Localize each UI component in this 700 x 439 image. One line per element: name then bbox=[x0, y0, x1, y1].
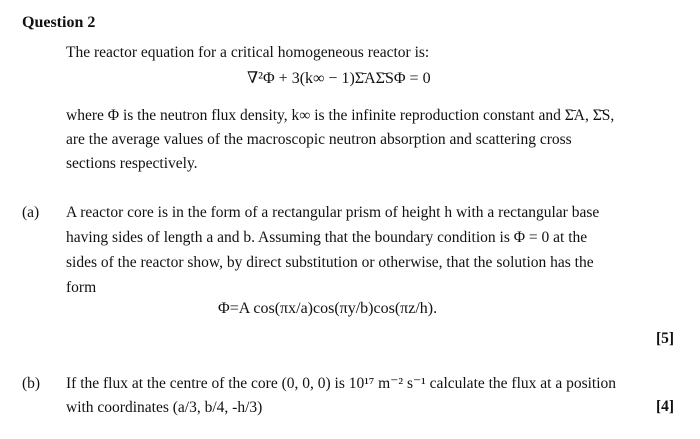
part-a-label: (a) bbox=[22, 204, 40, 221]
part-b-line-1: If the flux at the centre of the core (0, 0, 0) is 10¹⁷ m⁻² s⁻¹ calculate the flux at a position bbox=[66, 375, 617, 392]
part-a-line-2: having sides of length a and b. Assuming that the boundary condition is Φ = 0 at the bbox=[66, 229, 588, 246]
reactor-equation-text: ∇²Φ + 3(k∞ − 1)Σ̄AΣ̄SΦ = 0 bbox=[247, 70, 431, 87]
part-b-line-2: with coordinates (a/3, b/4, -h/3) bbox=[66, 399, 263, 416]
part-a-line-1: A reactor core is in the form of a rectangular prism of height h with a rectangular base bbox=[66, 204, 600, 221]
intro-line: The reactor equation for a critical homogeneous reactor is: bbox=[66, 44, 430, 61]
where-line-3: sections respectively. bbox=[66, 155, 198, 172]
reactor-equation bbox=[247, 68, 431, 88]
question-title: Question 2 bbox=[22, 14, 96, 31]
part-a-marks: [5] bbox=[656, 330, 675, 347]
where-line-2: are the average values of the macroscopic neutron absorption and scattering cross bbox=[66, 131, 572, 148]
solution-equation: Φ=A cos(πx/a)cos(πy/b)cos(πz/h). bbox=[218, 300, 438, 317]
where-line-1: where Φ is the neutron flux density, k∞ is the infinite reproduction constant and Σ̄A, Σ̄S, bbox=[66, 107, 615, 124]
part-a-line-4: form bbox=[66, 279, 97, 296]
part-b-label: (b) bbox=[22, 375, 41, 392]
part-a-line-3: sides of the reactor show, by direct substitution or otherwise, that the solution has the bbox=[66, 254, 594, 271]
part-b-marks: [4] bbox=[656, 398, 675, 415]
